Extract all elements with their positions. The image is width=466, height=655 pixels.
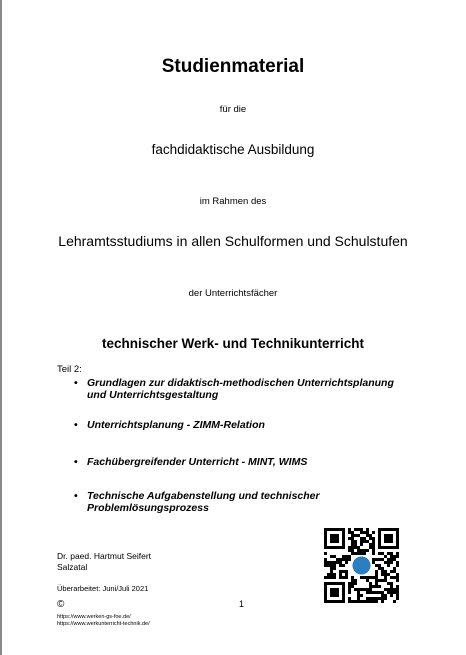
document-title: Studienmaterial (161, 56, 305, 77)
author-block (57, 551, 151, 573)
link-werkunterricht[interactable]: https://www.werkunterricht-technik.de/ (57, 621, 150, 627)
subject-heading: technischer Werk- und Technikunterricht (101, 336, 365, 351)
subtitle-line-4: Lehramtsstudiums in allen Schulformen und Schulstufen (58, 233, 408, 249)
topic-text: Technische Aufgabenstellung und technischer Problemlösungsprozess (87, 490, 320, 514)
link-block (57, 614, 150, 628)
copyright-icon: © (57, 599, 65, 610)
list-item (57, 419, 265, 431)
topic-text: Unterrichtsplanung - ZIMM-Relation (87, 419, 265, 431)
qr-code-icon (324, 528, 399, 603)
part-label: Teil 2: (57, 364, 82, 375)
author-name: Dr. paed. Hartmut Seifert (57, 551, 152, 561)
list-item (57, 377, 402, 401)
bullet-icon: • (74, 490, 78, 502)
subtitle-line-5: der Unterrichtsfächer (188, 288, 278, 299)
bullet-icon: • (74, 456, 78, 468)
subtitle-line-1: für die (219, 104, 247, 115)
topic-text: Fachübergreifender Unterricht - MINT, WIMS (87, 456, 308, 468)
page-left-edge (0, 0, 2, 655)
page-number: 1 (239, 599, 245, 609)
list-item (57, 456, 307, 468)
topic-list (57, 377, 402, 514)
author-location: Salzatal (57, 562, 88, 572)
bullet-icon: • (74, 419, 78, 431)
list-item (57, 490, 402, 514)
link-werken[interactable]: https://www.werken-gs-foe.de/ (57, 614, 131, 620)
revision-date: Überarbeitet: Juni/Juli 2021 (57, 584, 149, 593)
bullet-icon: • (74, 377, 78, 389)
subtitle-line-2: fachdidaktische Ausbildung (151, 142, 315, 157)
subtitle-line-3: im Rahmen des (199, 196, 267, 207)
topic-text: Grundlagen zur didaktisch-methodischen Unterrichtsplanung und Unterrichtsgestaltung (87, 377, 394, 401)
